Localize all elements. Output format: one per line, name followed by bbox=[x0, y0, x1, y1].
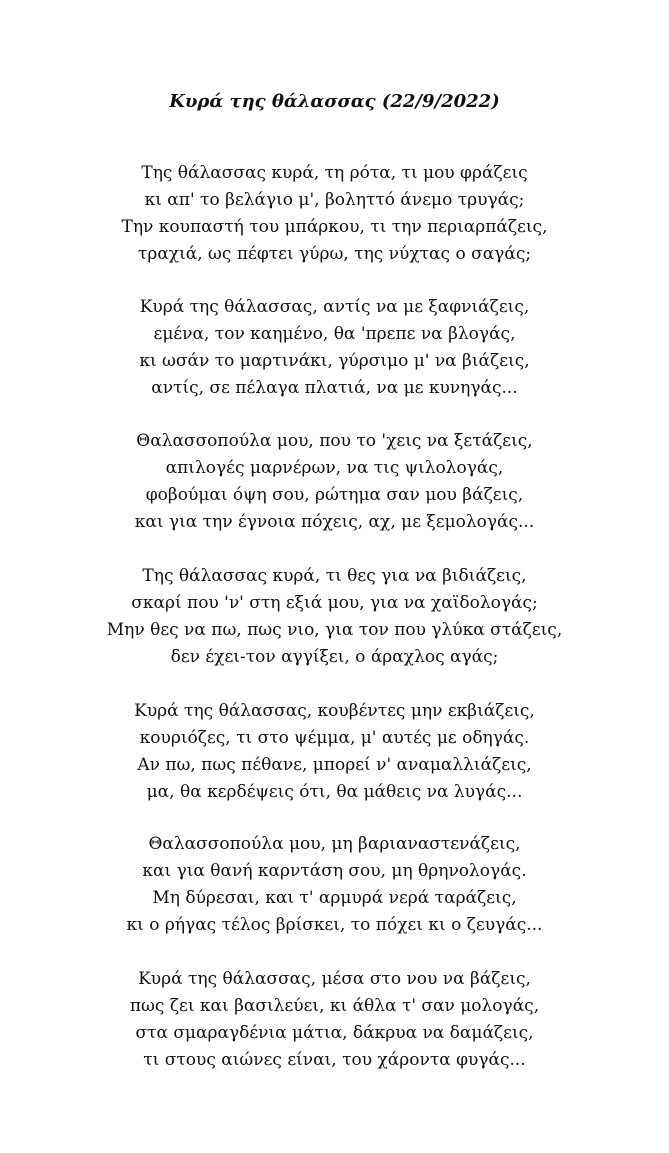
poem-line: Μη δύρεσαι, και τ' αρμυρά νερά ταράζεις, bbox=[152, 888, 517, 908]
poem-line: κι ωσάν το μαρτινάκι, γύρσιμο μ' να βιάζεις, bbox=[139, 351, 530, 371]
poem-title: Κυρά της θάλασσας (22/9/2022) bbox=[169, 91, 500, 112]
poem-line: κι ο ρήγας τέλος βρίσκει, το πόχει κι ο ζευγάς... bbox=[126, 915, 543, 935]
poem-line: στα σμαραγδένια μάτια, δάκρυα να δαμάζεις, bbox=[135, 1023, 534, 1043]
poem-line: απιλογές μαρνέρων, να τις ψιλολογάς, bbox=[165, 458, 504, 478]
poem-line: κουριόζες, τι στο ψέμμα, μ' αυτές με οδηγάς. bbox=[139, 728, 530, 748]
stanza-6 bbox=[0, 831, 669, 939]
poem-line: Μην θες να πω, πως νιο, για τον που γλύκα στάζεις, bbox=[106, 620, 563, 640]
poem-line: μα, θα κερδέψεις ότι, θα μάθεις να λυγάς... bbox=[146, 782, 523, 802]
poem-line: Θαλασσοπούλα μου, που το 'χεις να ξετάζεις, bbox=[136, 431, 533, 451]
poem-line: Αν πω, πως πέθανε, μπορεί ν' αναμαλλιάζεις, bbox=[137, 755, 532, 775]
poem-line: Κυρά της θάλασσας, αντίς να με ξαφνιάζεις, bbox=[139, 297, 530, 317]
poem-line: και για την έγνοια πόχεις, αχ, με ξεμολογάς... bbox=[134, 512, 535, 532]
poem-line: δεν έχει-τον αγγίξει, ο άραχλος αγάς; bbox=[170, 647, 499, 667]
stanza-4 bbox=[0, 563, 669, 671]
poem-line: τι στους αιώνες είναι, του χάροντα φυγάς... bbox=[143, 1050, 526, 1070]
poem-line: κι απ' το βελάγιο μ', βοληττό άνεμο τρυγάς; bbox=[144, 190, 525, 210]
stanza-5 bbox=[0, 698, 669, 806]
poem-line: εμένα, τον καημένο, θα 'πρεπε να βλογάς, bbox=[153, 324, 516, 344]
poem-line: Κυρά της θάλασσας, μέσα στο νου να βάζεις, bbox=[138, 969, 531, 989]
poem-line: και για θανή καρντάση σου, μη θρηνολογάς. bbox=[142, 861, 527, 881]
poem-line: πως ζει και βασιλεύει, κι άθλα τ' σαν μολογάς, bbox=[129, 996, 540, 1016]
poem-line: Της θάλασσας κυρά, τη ρότα, τι μου φράζεις bbox=[141, 163, 528, 183]
stanza-1 bbox=[0, 160, 669, 268]
poem-line: Την κουπαστή του μπάρκου, τι την περιαρπάζεις, bbox=[121, 217, 548, 237]
stanza-7 bbox=[0, 966, 669, 1074]
poem-line: αντίς, σε πέλαγα πλατιά, να με κυνηγάς... bbox=[151, 378, 518, 398]
stanza-3 bbox=[0, 428, 669, 536]
poem-line: φοβούμαι όψη σου, ρώτημα σαν μου βάζεις, bbox=[145, 485, 524, 505]
poem-line: Κυρά της θάλασσας, κουβέντες μην εκβιάζεις, bbox=[134, 701, 535, 721]
poem-line: Της θάλασσας κυρά, τι θες για να βιδιάζεις, bbox=[142, 566, 527, 586]
poem-line: σκαρί που 'ν' στη εξιά μου, για να χαϊδολογάς; bbox=[131, 593, 538, 613]
poem-line: τραχιά, ως πέφτει γύρω, της νύχτας ο σαγάς; bbox=[137, 244, 532, 264]
stanza-2 bbox=[0, 294, 669, 402]
poem-line: Θαλασσοπούλα μου, μη βαριαναστενάζεις, bbox=[148, 834, 521, 854]
